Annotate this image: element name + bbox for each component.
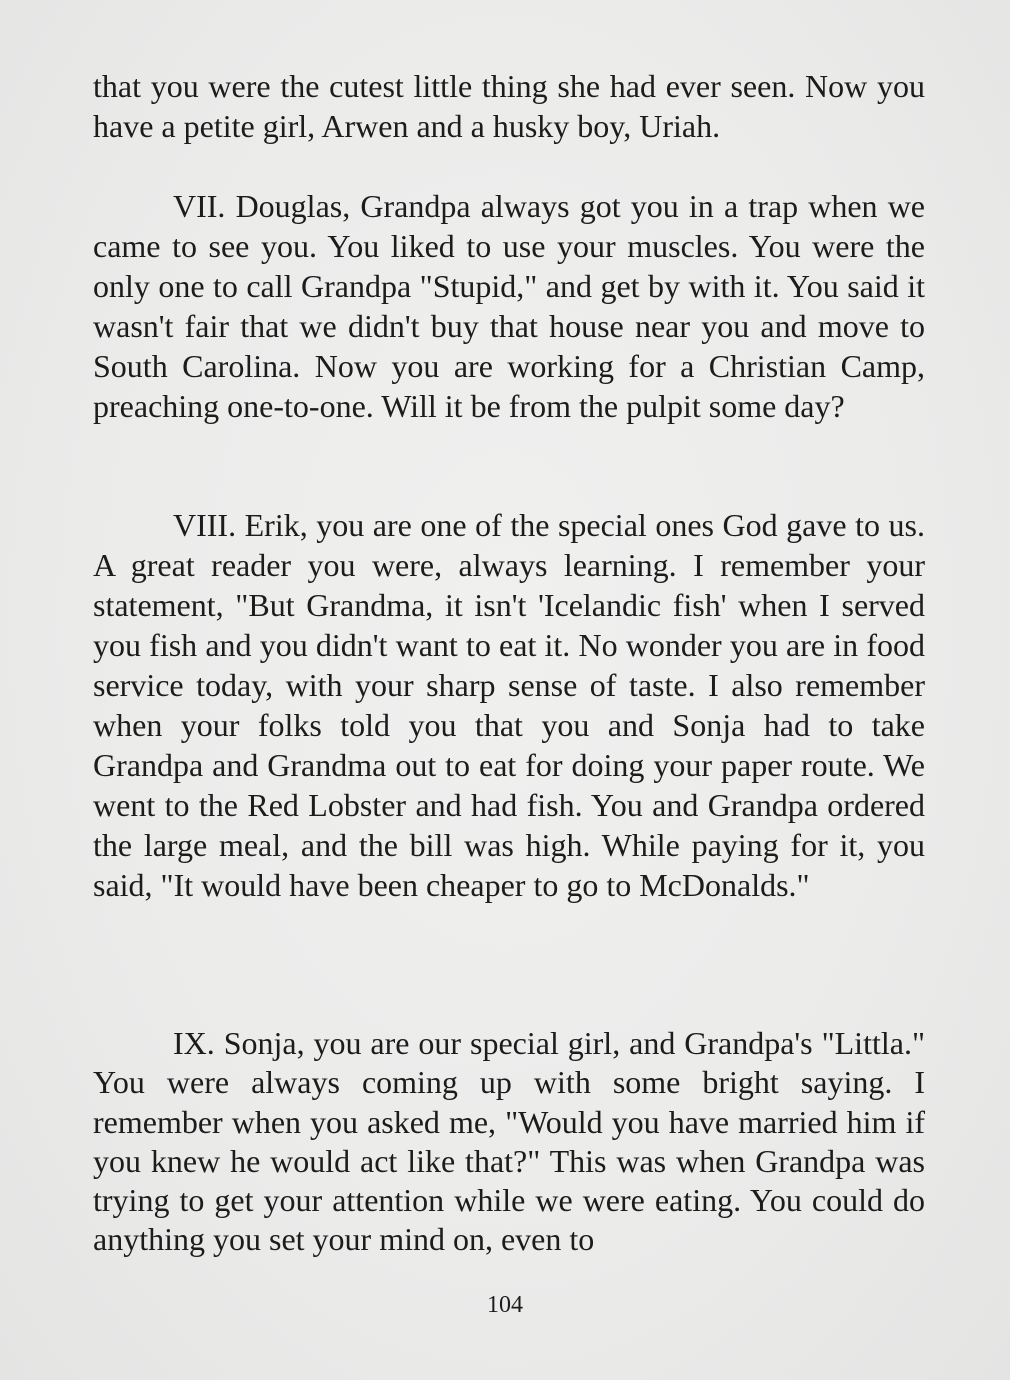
paragraph-continuation: that you were the cutest little thing she had ever seen. Now you have a petite girl, Arwen and a husky boy, Uriah. — [93, 68, 925, 144]
paragraph-vii-douglas: VII. Douglas, Grandpa always got you in a trap when we came to see you. You liked to use your muscles. You were the only one to call Grandpa "Stupid," and get by with it. You said it wasn't fair that we didn't buy that house near you and move to South Carolina. Now you are working for a Christian Camp, preaching one-to-one. Will it be from the pulpit some day? — [93, 188, 925, 424]
paragraph-viii-erik: VIII. Erik, you are one of the special ones God gave to us. A great reader you were, always learning. I remember your statement, "But Grandma, it isn't 'Icelandic fish' when I served you fish and you didn't want to eat it. No wonder you are in food service today, with your sharp sense of taste. I also remember when your folks told you that you and Sonja had to take Grandpa and Grandma out to eat for doing your paper route. We went to the Red Lobster and had fish. You and Grandpa ordered the large meal, and the bill was high. While paying for it, you said, "It would have been cheaper to go to McDonalds." — [93, 507, 925, 903]
page-number: 104 — [487, 1292, 523, 1318]
paragraph-ix-sonja: IX. Sonja, you are our special girl, and Grandpa's "Littla." You were always coming up with some bright saying. I remember when you asked me, "Would you have married him if you knew he would act like that?" This was when Grandpa was trying to get your attention while we were eating. You could do anything you set your mind on, even to — [93, 1025, 925, 1258]
